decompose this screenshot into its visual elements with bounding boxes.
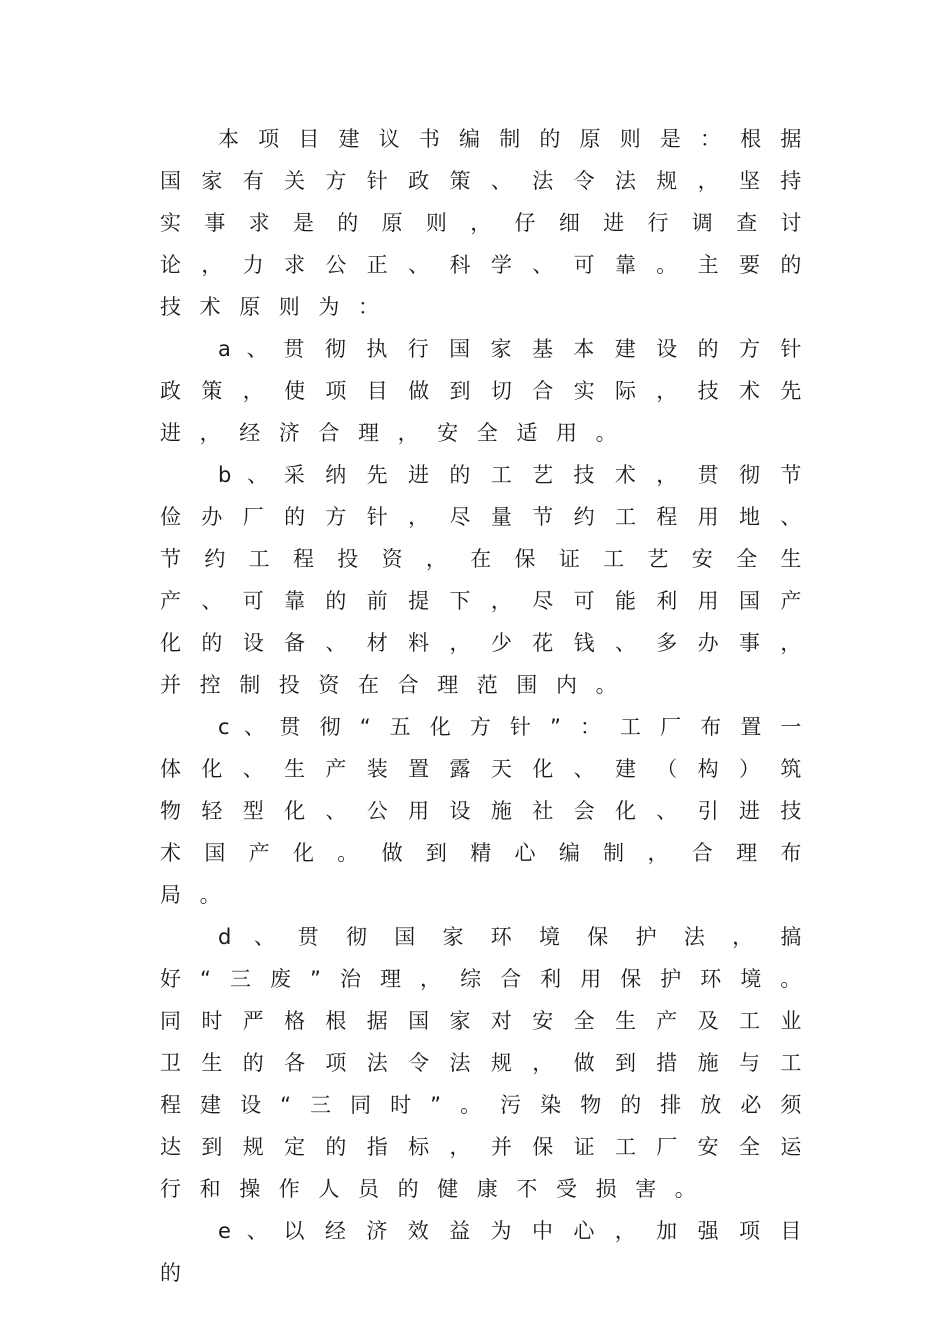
principle-item-d <box>160 916 820 1210</box>
item-marker: d、 <box>218 925 298 949</box>
item-marker: e、 <box>218 1219 284 1243</box>
item-text: 贯彻国家环境保护法，搞好“三废”治理，综合利用保护环境。同时严格根据国家对安全生产及工业卫生的各项法令法规，做到措施与工程建设“三同时”。污染物的排放必须达到规定的指标，并保证工厂安全运行和操作人员的健康不受损害。 <box>160 925 820 1201</box>
item-text: 贯彻“五化方针”：工厂布置一体化、生产装置露天化、建（构）筑物轻型化、公用设施社会化、引进技术国产化。做到精心编制，合理布局。 <box>160 715 820 907</box>
item-text: 采纳先进的工艺技术，贯彻节俭办厂的方针，尽量节约工程用地、节约工程投资，在保证工艺安全生产、可靠的前提下，尽可能利用国产化的设备、材料，少花钱、多办事，并控制投资在合理范围内。 <box>160 463 820 697</box>
principle-item-a <box>160 328 820 454</box>
principle-item-e <box>160 1210 820 1294</box>
document-body <box>160 118 820 1294</box>
principle-item-c <box>160 706 820 916</box>
intro-paragraph <box>160 118 820 328</box>
item-marker: b、 <box>218 463 284 487</box>
intro-text: 本项目建议书编制的原则是：根据国家有关方针政策、法令法规，坚持实事求是的原则，仔细进行调查讨论，力求公正、科学、可靠。主要的技术原则为： <box>160 127 820 319</box>
item-marker: c、 <box>218 715 280 739</box>
item-text: 贯彻执行国家基本建设的方针政策，使项目做到切合实际，技术先进，经济合理，安全适用。 <box>160 337 820 445</box>
item-marker: a、 <box>218 337 284 361</box>
item-text: 以经济效益为中心，加强项目的 <box>160 1219 820 1285</box>
principle-item-b <box>160 454 820 706</box>
